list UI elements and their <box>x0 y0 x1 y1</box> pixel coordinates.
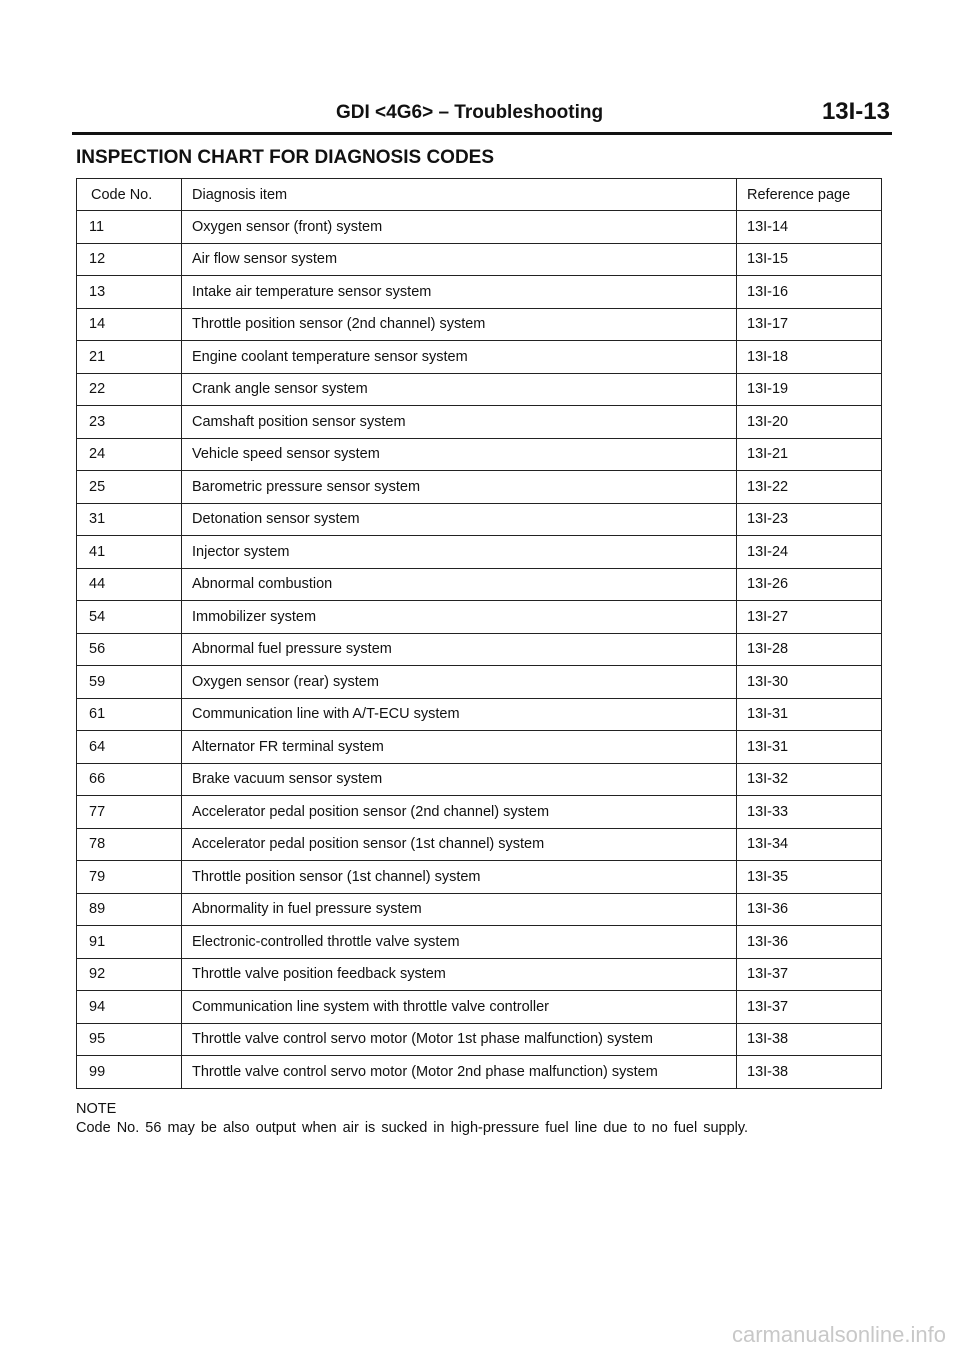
table-row <box>77 568 882 601</box>
table-row <box>77 276 882 309</box>
reference-page-cell: 13I-33 <box>737 796 882 829</box>
page-number: 13I-13 <box>821 98 890 125</box>
column-header-item: Diagnosis item <box>182 179 737 211</box>
code-cell: 66 <box>77 763 182 796</box>
diagnosis-item-cell: Immobilizer system <box>182 601 737 634</box>
table-row <box>77 893 882 926</box>
note-text: Code No. 56 may be also output when air is sucked in high-pressure fuel line due to no fuel supply. <box>76 1120 749 1136</box>
code-cell: 91 <box>77 926 182 959</box>
table-row <box>77 1056 882 1089</box>
table-row <box>77 796 882 829</box>
diagnosis-item-cell: Throttle valve control servo motor (Motor 2nd phase malfunction) system <box>182 1056 737 1089</box>
table-row <box>77 763 882 796</box>
table-row <box>77 601 882 634</box>
table-row <box>77 406 882 439</box>
table-row <box>77 536 882 569</box>
diagnosis-item-cell: Vehicle speed sensor system <box>182 438 737 471</box>
code-cell: 24 <box>77 438 182 471</box>
code-cell: 92 <box>77 958 182 991</box>
reference-page-cell: 13I-24 <box>737 536 882 569</box>
diagnosis-item-cell: Oxygen sensor (rear) system <box>182 666 737 699</box>
diagnosis-item-cell: Throttle position sensor (2nd channel) system <box>182 308 737 341</box>
reference-page-cell: 13I-23 <box>737 503 882 536</box>
table-row <box>77 666 882 699</box>
table-row <box>77 341 882 374</box>
watermark: carmanualsonline.info <box>731 1322 946 1347</box>
code-cell: 22 <box>77 373 182 406</box>
code-cell: 31 <box>77 503 182 536</box>
table-row <box>77 958 882 991</box>
reference-page-cell: 13I-35 <box>737 861 882 894</box>
code-cell: 56 <box>77 633 182 666</box>
diagnosis-item-cell: Accelerator pedal position sensor (1st channel) system <box>182 828 737 861</box>
reference-page-cell: 13I-38 <box>737 1023 882 1056</box>
reference-page-cell: 13I-37 <box>737 991 882 1024</box>
column-header-code: Code No. <box>77 179 182 211</box>
code-cell: 89 <box>77 893 182 926</box>
table-row <box>77 731 882 764</box>
page-header <box>72 98 892 135</box>
reference-page-cell: 13I-36 <box>737 926 882 959</box>
diagnosis-item-cell: Electronic-controlled throttle valve system <box>182 926 737 959</box>
table-row <box>77 698 882 731</box>
table-row <box>77 633 882 666</box>
reference-page-cell: 13I-31 <box>737 698 882 731</box>
table-row <box>77 373 882 406</box>
reference-page-cell: 13I-18 <box>737 341 882 374</box>
diagnosis-item-cell: Abnormal combustion <box>182 568 737 601</box>
diagnosis-item-cell: Intake air temperature sensor system <box>182 276 737 309</box>
table-row <box>77 991 882 1024</box>
reference-page-cell: 13I-15 <box>737 243 882 276</box>
diagnosis-item-cell: Throttle valve control servo motor (Motor 1st phase malfunction) system <box>182 1023 737 1056</box>
diagnosis-item-cell: Communication line with A/T-ECU system <box>182 698 737 731</box>
code-cell: 99 <box>77 1056 182 1089</box>
table-header-row <box>77 179 882 211</box>
table-row <box>77 243 882 276</box>
diagnosis-item-cell: Injector system <box>182 536 737 569</box>
diagnosis-item-cell: Brake vacuum sensor system <box>182 763 737 796</box>
note-label: NOTE <box>76 1101 117 1117</box>
table-row <box>77 308 882 341</box>
code-cell: 11 <box>77 211 182 244</box>
reference-page-cell: 13I-31 <box>737 731 882 764</box>
reference-page-cell: 13I-36 <box>737 893 882 926</box>
reference-page-cell: 13I-22 <box>737 471 882 504</box>
table-row <box>77 828 882 861</box>
reference-page-cell: 13I-19 <box>737 373 882 406</box>
diagnosis-item-cell: Throttle position sensor (1st channel) system <box>182 861 737 894</box>
reference-page-cell: 13I-14 <box>737 211 882 244</box>
column-header-reference: Reference page <box>737 179 882 211</box>
table-row <box>77 926 882 959</box>
code-cell: 23 <box>77 406 182 439</box>
code-cell: 79 <box>77 861 182 894</box>
reference-page-cell: 13I-27 <box>737 601 882 634</box>
table-row <box>77 503 882 536</box>
diagnosis-item-cell: Throttle valve position feedback system <box>182 958 737 991</box>
code-cell: 95 <box>77 1023 182 1056</box>
code-cell: 64 <box>77 731 182 764</box>
code-cell: 44 <box>77 568 182 601</box>
code-cell: 94 <box>77 991 182 1024</box>
code-cell: 77 <box>77 796 182 829</box>
table-row <box>77 471 882 504</box>
reference-page-cell: 13I-38 <box>737 1056 882 1089</box>
code-cell: 41 <box>77 536 182 569</box>
code-cell: 12 <box>77 243 182 276</box>
diagnosis-item-cell: Oxygen sensor (front) system <box>182 211 737 244</box>
code-cell: 25 <box>77 471 182 504</box>
reference-page-cell: 13I-16 <box>737 276 882 309</box>
reference-page-cell: 13I-30 <box>737 666 882 699</box>
diagnosis-codes-table <box>76 178 882 1089</box>
reference-page-cell: 13I-34 <box>737 828 882 861</box>
header-title: GDI <4G6> – Troubleshooting <box>336 102 604 123</box>
reference-page-cell: 13I-21 <box>737 438 882 471</box>
table-row <box>77 438 882 471</box>
diagnosis-item-cell: Abnormality in fuel pressure system <box>182 893 737 926</box>
reference-page-cell: 13I-17 <box>737 308 882 341</box>
table-row <box>77 1023 882 1056</box>
reference-page-cell: 13I-37 <box>737 958 882 991</box>
note-block <box>76 1100 748 1138</box>
code-cell: 59 <box>77 666 182 699</box>
reference-page-cell: 13I-32 <box>737 763 882 796</box>
diagnosis-item-cell: Alternator FR terminal system <box>182 731 737 764</box>
section-title: INSPECTION CHART FOR DIAGNOSIS CODES <box>76 147 495 168</box>
diagnosis-item-cell: Crank angle sensor system <box>182 373 737 406</box>
table-row <box>77 861 882 894</box>
code-cell: 13 <box>77 276 182 309</box>
code-cell: 61 <box>77 698 182 731</box>
diagnosis-item-cell: Communication line system with throttle valve controller <box>182 991 737 1024</box>
code-cell: 78 <box>77 828 182 861</box>
diagnosis-item-cell: Camshaft position sensor system <box>182 406 737 439</box>
code-cell: 14 <box>77 308 182 341</box>
diagnosis-item-cell: Barometric pressure sensor system <box>182 471 737 504</box>
code-cell: 54 <box>77 601 182 634</box>
diagnosis-item-cell: Air flow sensor system <box>182 243 737 276</box>
code-cell: 21 <box>77 341 182 374</box>
reference-page-cell: 13I-28 <box>737 633 882 666</box>
table-body <box>77 211 882 1089</box>
table-row <box>77 211 882 244</box>
reference-page-cell: 13I-20 <box>737 406 882 439</box>
diagnosis-item-cell: Engine coolant temperature sensor system <box>182 341 737 374</box>
diagnosis-item-cell: Accelerator pedal position sensor (2nd channel) system <box>182 796 737 829</box>
diagnosis-item-cell: Detonation sensor system <box>182 503 737 536</box>
reference-page-cell: 13I-26 <box>737 568 882 601</box>
diagnosis-item-cell: Abnormal fuel pressure system <box>182 633 737 666</box>
